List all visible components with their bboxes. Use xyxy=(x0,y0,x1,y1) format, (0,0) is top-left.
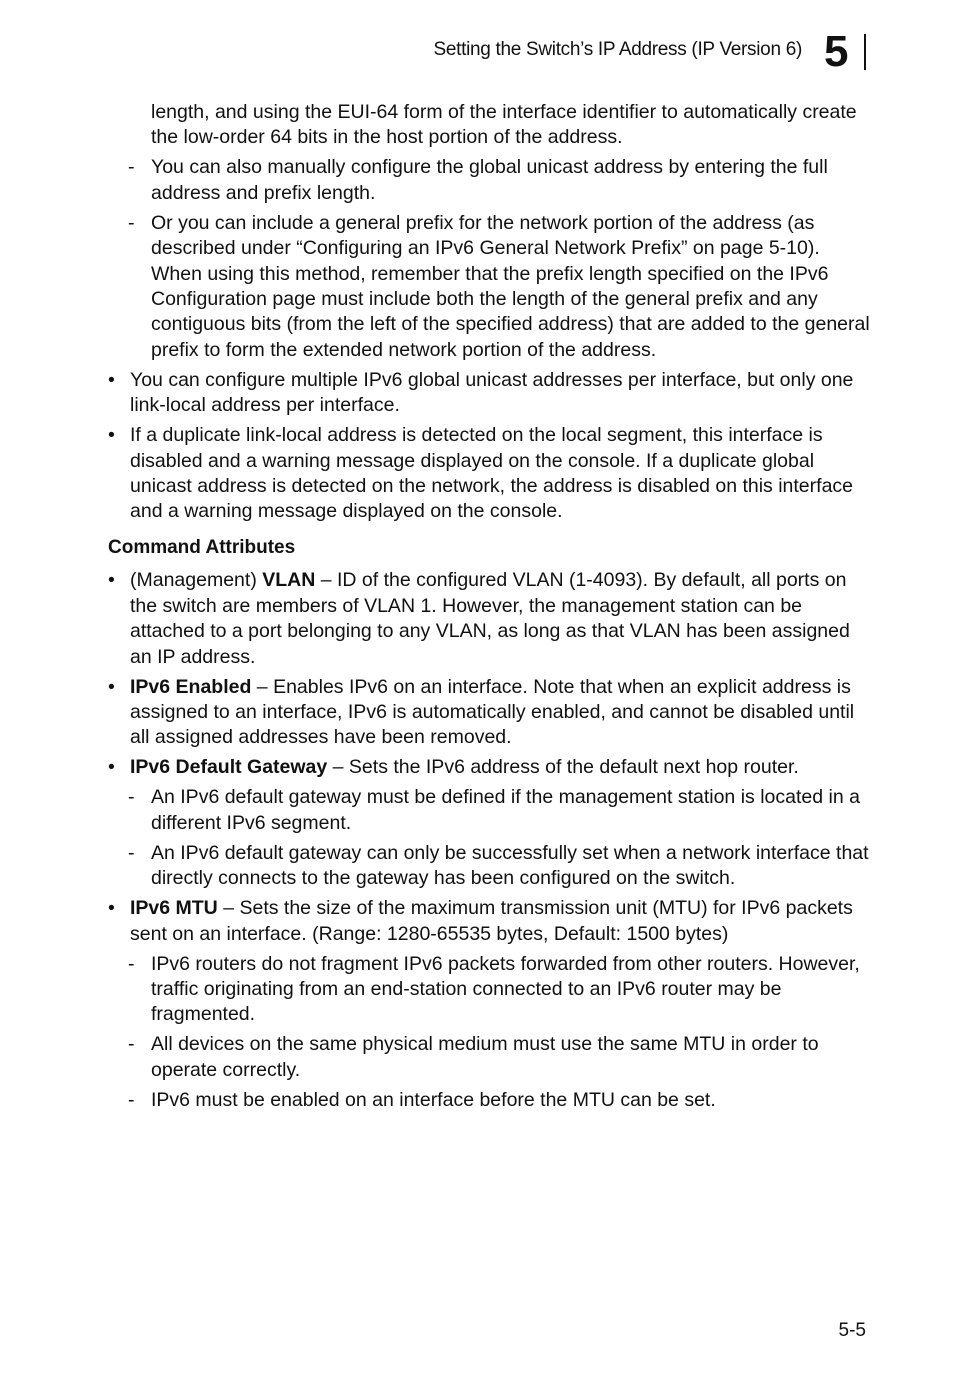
attribute-text xyxy=(130,896,870,947)
list-item xyxy=(108,1088,870,1113)
attribute-vlan xyxy=(108,568,870,670)
attribute-ipv6-mtu xyxy=(108,896,870,947)
attribute-prefix: (Management) xyxy=(130,569,263,592)
attribute-ipv6-enabled xyxy=(108,675,870,751)
list-item xyxy=(108,368,870,419)
header-title: Setting the Switch’s IP Address (IP Version 6) xyxy=(433,39,802,60)
list-item-text: All devices on the same physical medium must use the same MTU in order to operate correctly. xyxy=(151,1033,819,1081)
bullet-marker: • xyxy=(108,424,115,447)
list-item xyxy=(108,1032,870,1083)
list-item-text: An IPv6 default gateway must be defined if the management station is located in a different IPv6 segment. xyxy=(151,786,860,834)
list-item-text: You can configure multiple IPv6 global unicast addresses per interface, but only one link-local address per interface. xyxy=(130,368,854,417)
dash-marker: - xyxy=(128,1088,135,1111)
list-item-text: An IPv6 default gateway can only be successfully set when a network interface that directly connects to the gateway has been configured on the switch. xyxy=(151,841,869,890)
attribute-text xyxy=(130,675,870,751)
bullet-marker: • xyxy=(108,368,115,391)
list-item xyxy=(108,785,870,836)
list-item xyxy=(108,952,870,1028)
attribute-term: IPv6 Enabled xyxy=(130,675,252,698)
list-item-text: You can also manually configure the global unicast address by entering the full address and prefix length. xyxy=(151,156,828,204)
dash-marker: - xyxy=(128,952,135,975)
list-item-text: If a duplicate link-local address is detected on the local segment, this interface is disabled and a warning message displayed on the console. If a duplicate global unicast address is detected on the network, the address is disabled on this interface and a warning message displayed on the console. xyxy=(130,424,854,523)
list-item xyxy=(108,155,870,206)
attribute-term: VLAN xyxy=(262,569,316,592)
attribute-term: IPv6 Default Gateway xyxy=(130,756,328,779)
dash-marker: - xyxy=(128,1033,135,1056)
attribute-text xyxy=(130,755,870,780)
dash-marker: - xyxy=(128,841,135,864)
list-item-text: IPv6 must be enabled on an interface before the MTU can be set. xyxy=(151,1088,716,1111)
page-number: 5-5 xyxy=(838,1320,866,1341)
attribute-desc: – Sets the IPv6 address of the default next hop router. xyxy=(327,756,799,779)
continued-text: length, and using the EUI-64 form of the interface identifier to automatically create the low-order 64 bits in the host portion of the address. xyxy=(151,101,857,149)
page-body xyxy=(108,100,870,1113)
attribute-ipv6-default-gateway xyxy=(108,755,870,780)
dash-marker: - xyxy=(128,156,135,179)
list-item-text: IPv6 routers do not fragment IPv6 packets forwarded from other routers. However, traffic originating from an end-station connected to an IPv6 router may be fragmented. xyxy=(151,952,860,1026)
attribute-term: IPv6 MTU xyxy=(130,897,218,920)
dash-marker: - xyxy=(128,211,135,234)
list-item xyxy=(108,211,870,363)
attribute-desc: – Sets the size of the maximum transmission unit (MTU) for IPv6 packets sent on an interface. (Range: 1280-65535 bytes, Default: 1500 bytes) xyxy=(130,897,853,945)
attribute-text xyxy=(130,568,870,670)
attribute-desc: – Enables IPv6 on an interface. Note that when an explicit address is assigned to an interface, IPv6 is automatically enabled, and cannot be disabled until all assigned addresses have been removed. xyxy=(130,675,855,749)
list-item xyxy=(108,841,870,892)
bullet-marker: • xyxy=(108,756,115,779)
dash-marker: - xyxy=(128,786,135,809)
section-heading: Command Attributes xyxy=(108,536,296,558)
chapter-number: 5 xyxy=(824,27,848,76)
chapter-divider xyxy=(864,34,866,70)
bullet-marker: • xyxy=(108,675,115,698)
bullet-marker: • xyxy=(108,569,115,592)
list-item xyxy=(108,423,870,525)
continued-paragraph xyxy=(108,100,870,151)
bullet-marker: • xyxy=(108,897,115,920)
attribute-desc: – ID of the configured VLAN (1-4093). By default, all ports on the switch are members of VLAN 1. However, the management station can be attached to a port belonging to any VLAN, as long as that VLAN has been assigned an IP address. xyxy=(130,569,850,668)
list-item-text: Or you can include a general prefix for the network portion of the address (as described under “Configuring an IPv6 General Network Prefix” on page 5-10). When using this method, remember that the prefix length specified on the IPv6 Configuration page must include both the length of the general prefix and any contiguous bits (from the left of the specified address) that are added to the general prefix to form the extended network portion of the address. xyxy=(151,211,870,361)
